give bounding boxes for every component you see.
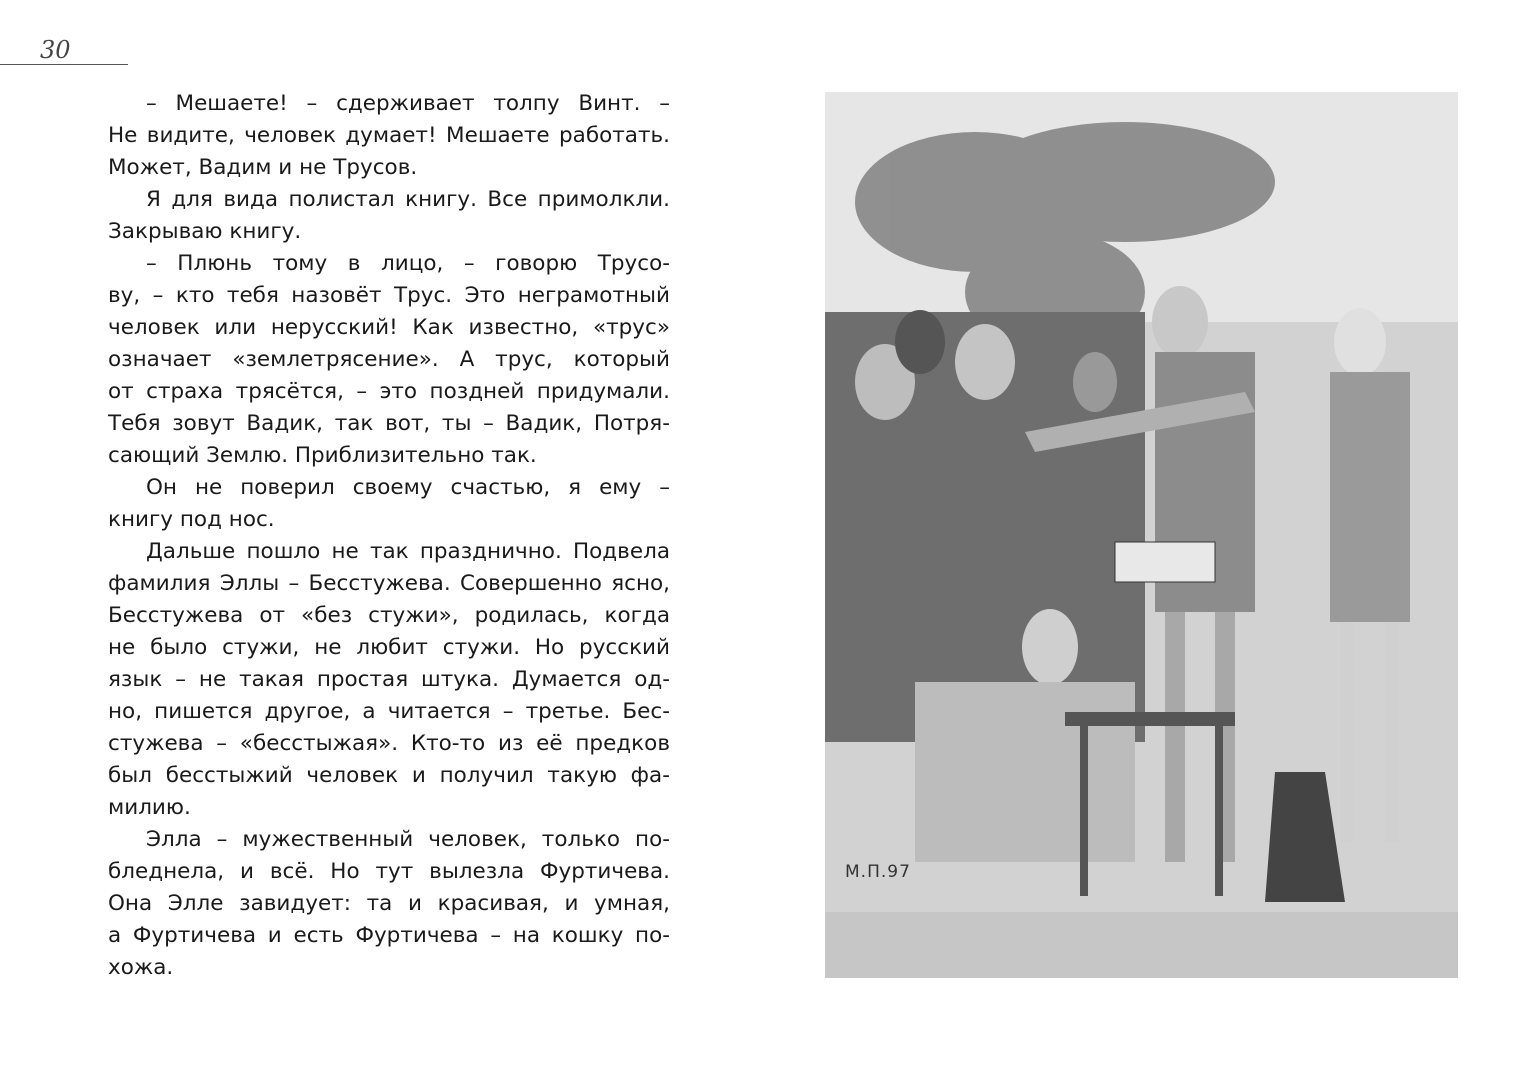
text-line: милию.	[108, 795, 191, 820]
header-rule	[0, 64, 128, 65]
text-line: а Фуртичева и есть Фуртичева – на кошку по-	[108, 923, 670, 948]
text-line: – Мешаете! – сдерживает толпу Винт. –	[146, 91, 670, 116]
text-line: Она Элле завидует: та и красивая, и умная,	[108, 891, 670, 916]
text-line: человек или нерусский! Как известно, «трус»	[108, 315, 670, 340]
text-line: Не видите, человек думает! Мешаете работать.	[108, 123, 670, 148]
text-line: Тебя зовут Вадик, так вот, ты – Вадик, Потря-	[108, 411, 670, 436]
text-line: Закрываю книгу.	[108, 219, 302, 244]
text-line: сающий Землю. Приблизительно так.	[108, 443, 537, 468]
text-line: книгу под нос.	[108, 507, 275, 532]
text-line: Бесстужева от «без стужи», родилась, когда	[108, 603, 670, 628]
text-line: не было стужи, не любит стужи. Но русский	[108, 635, 670, 660]
illustration-drawing	[825, 92, 1458, 978]
text-line: – Плюнь тому в лицо, – говорю Трусо-	[146, 251, 670, 276]
text-line: хожа.	[108, 955, 174, 980]
text-line: означает «землетрясение». А трус, который	[108, 347, 670, 372]
text-line: Может, Вадим и не Трусов.	[108, 155, 418, 180]
text-line: Дальше пошло не так празднично. Подвела	[146, 539, 670, 564]
text-line: стужева – «бесстыжая». Кто-то из её предков	[108, 731, 670, 756]
text-line: Он не поверил своему счастью, я ему –	[146, 475, 670, 500]
text-line: язык – не такая простая штука. Думается од-	[108, 667, 670, 692]
text-line: Я для вида полистал книгу. Все примолкли.	[146, 187, 670, 212]
text-line: был бесстыжий человек и получил такую фа-	[108, 763, 670, 788]
text-line: но, пишется другое, а читается – третье. Бес-	[108, 699, 670, 724]
illustration	[825, 92, 1458, 978]
text-line: бледнела, и всё. Но тут вылезла Фуртичева.	[108, 859, 670, 884]
text-line: Элла – мужественный человек, только по-	[146, 827, 670, 852]
text-line: фамилия Эллы – Бесстужева. Совершенно ясно,	[108, 571, 670, 596]
body-text	[108, 88, 670, 984]
page-number: 30	[40, 36, 71, 64]
text-line: ву, – кто тебя назовёт Трус. Это неграмотный	[108, 283, 670, 308]
text-line: от страха трясётся, – это поздней придумали.	[108, 379, 670, 404]
artist-signature: М.П.97	[845, 862, 911, 882]
